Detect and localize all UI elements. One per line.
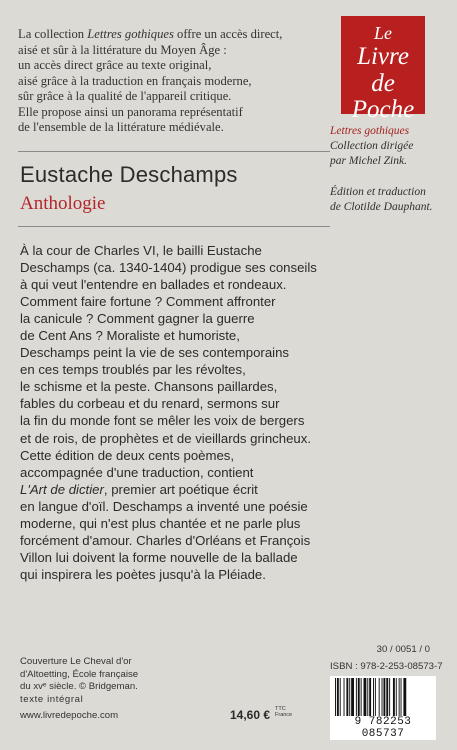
summary-line: la canicule ? Comment gagner la guerre xyxy=(20,311,255,327)
intro-line: sûr grâce à la qualité de l'appareil critique. xyxy=(18,89,232,103)
barcode-number: 9 782253 085737 xyxy=(330,716,436,740)
summary-line: à qui veut l'entendre en ballades et rondeaux. xyxy=(20,277,287,293)
summary-line: Deschamps peint la vie de ses contemporains xyxy=(20,345,290,361)
intro-line: aisé grâce à la traduction en français moderne, xyxy=(18,73,252,88)
summary-line: moderne, qui n'est plus chantée et ne parle plus xyxy=(20,515,301,531)
edition-credit-line: de Clotilde Dauphant. xyxy=(330,201,433,213)
cover-credit xyxy=(20,656,220,723)
intro-line: un accès direct grâce au texte original, xyxy=(18,58,212,72)
intro-line: Elle propose ainsi un panorama représentatif xyxy=(18,104,243,119)
collection-intro xyxy=(18,27,313,136)
credit-line: du xvᵉ siècle. © Bridgeman. xyxy=(20,681,138,692)
credit-line: d'Altoetting, École française xyxy=(20,668,139,680)
series-director-line: Collection dirigée xyxy=(330,140,414,152)
summary-line: Villon lui doivent la forme nouvelle de la ballade xyxy=(20,549,298,565)
summary-line: fables du corbeau et du renard, sermons sur xyxy=(20,396,280,412)
summary-line: de Cent Ans ? Moraliste et humoriste, xyxy=(20,328,240,344)
summary-line: en ces temps troublés par les révoltes, xyxy=(20,362,246,378)
livre-de-poche-logo xyxy=(341,16,425,123)
series-director-line: par Michel Zink. xyxy=(330,155,407,167)
edition-credit-line: Édition et traduction xyxy=(330,186,426,198)
book-author: Eustache Deschamps xyxy=(20,162,238,187)
divider-top xyxy=(18,151,330,152)
publisher-website: www.livredepoche.com xyxy=(20,710,119,721)
series-name: Lettres gothiques xyxy=(330,125,410,137)
intro-line: de l'ensemble de la littérature médiévale. xyxy=(18,120,224,134)
isbn-label: ISBN : 978-2-253-08573-7 xyxy=(330,661,443,672)
intro-line: aisé et sûr à la littérature du Moyen Âge : xyxy=(18,42,227,57)
series-info xyxy=(330,124,455,215)
summary-line: À la cour de Charles VI, le bailli Eustache xyxy=(20,243,262,258)
summary-line: Deschamps (ca. 1340-1404) prodigue ses conseils xyxy=(20,260,317,276)
book-title: Anthologie xyxy=(20,193,106,214)
catalog-code: 30 / 0051 / 0 xyxy=(376,644,430,655)
summary-line: L'Art de dictier, premier art poétique écrit xyxy=(20,481,258,497)
price-tax-note: TTC France xyxy=(275,706,293,718)
credit-line: Couverture Le Cheval d'or xyxy=(20,656,132,667)
summary-line: Comment faire fortune ? Comment affronter xyxy=(20,294,276,310)
divider-middle xyxy=(18,226,330,227)
intro-line: La collection Lettres gothiques offre un accès direct, xyxy=(18,27,283,41)
summary-line: et de rois, de prophètes et de vieillards grincheux. xyxy=(20,430,312,446)
summary-line: Cette édition de deux cents poèmes, xyxy=(20,447,235,463)
summary-line: le schisme et la peste. Chansons paillardes, xyxy=(20,379,278,395)
texte-integral-label: texte intégral xyxy=(20,693,84,705)
price: 14,60 € xyxy=(230,708,271,722)
summary-line: qui inspirera les poètes jusqu'à la Pléiade. xyxy=(20,566,266,582)
logo-text-livre: Livre xyxy=(357,43,409,70)
collection-name-italic: Lettres gothiques xyxy=(87,27,174,41)
summary-line: en langue d'oïl. Deschamps a inventé une poésie xyxy=(20,498,308,514)
summary-line: accompagnée d'une traduction, contient xyxy=(20,464,254,480)
logo-text-de-poche: de Poche xyxy=(351,70,415,123)
book-summary xyxy=(20,242,330,583)
summary-line: la fin du monde font se mêler les voix de bergers xyxy=(20,413,305,429)
logo-text-le: Le xyxy=(374,23,392,43)
summary-line: forcément d'amour. Charles d'Orléans et François xyxy=(20,532,311,548)
work-title-italic: L'Art de dictier xyxy=(20,481,104,497)
ean-barcode xyxy=(330,676,436,740)
